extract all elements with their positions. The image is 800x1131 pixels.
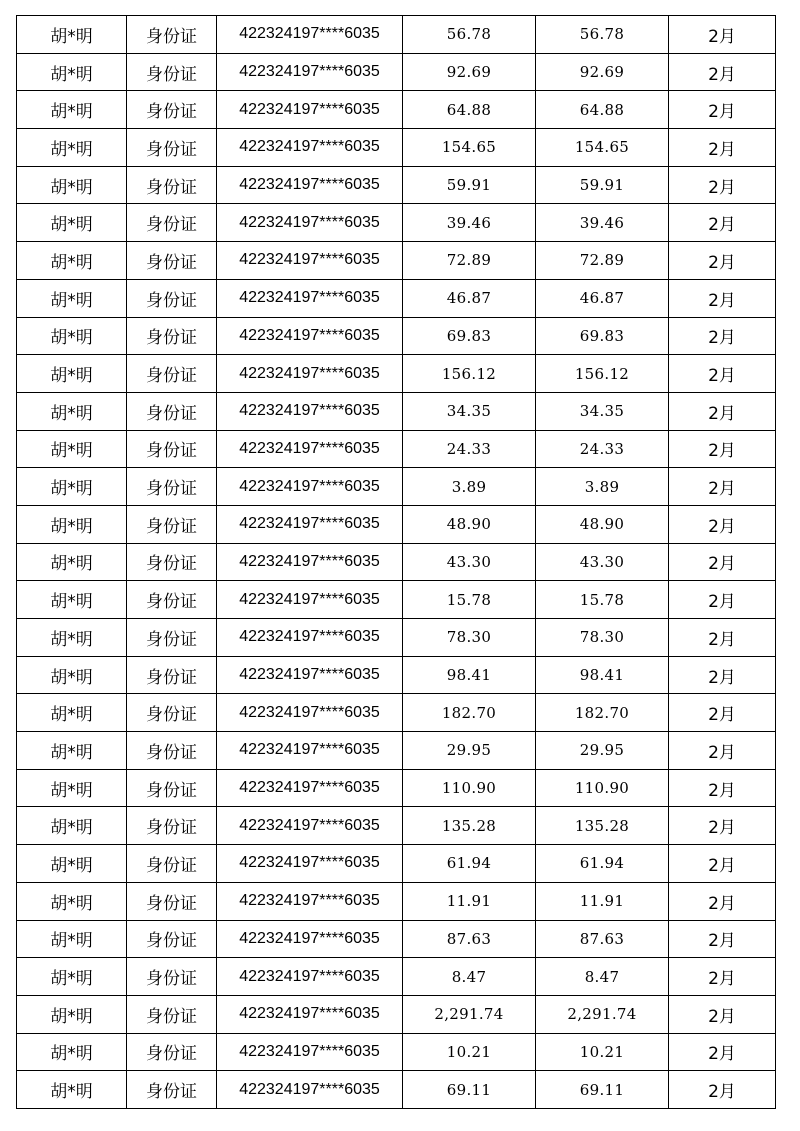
payable-amount-cell: 72.89 <box>536 242 669 280</box>
amount-cell: 154.65 <box>403 129 536 167</box>
id-number-cell: 422324197****6035 <box>217 656 403 694</box>
id-type-cell: 身份证 <box>127 732 217 770</box>
name-cell: 胡*明 <box>17 91 127 129</box>
name-cell: 胡*明 <box>17 581 127 619</box>
amount-cell: 24.33 <box>403 430 536 468</box>
amount-cell: 29.95 <box>403 732 536 770</box>
id-type-cell: 身份证 <box>127 882 217 920</box>
name-cell: 胡*明 <box>17 505 127 543</box>
table-row <box>17 355 776 393</box>
amount-cell: 34.35 <box>403 392 536 430</box>
name-cell: 胡*明 <box>17 543 127 581</box>
table-row <box>17 656 776 694</box>
table-row <box>17 505 776 543</box>
payable-amount-cell: 64.88 <box>536 91 669 129</box>
name-cell: 胡*明 <box>17 279 127 317</box>
table-row <box>17 769 776 807</box>
payable-amount-cell: 78.30 <box>536 619 669 657</box>
id-type-cell: 身份证 <box>127 166 217 204</box>
name-cell: 胡*明 <box>17 619 127 657</box>
name-cell: 胡*明 <box>17 242 127 280</box>
payable-amount-cell: 10.21 <box>536 1033 669 1071</box>
table-row <box>17 392 776 430</box>
id-type-cell: 身份证 <box>127 619 217 657</box>
id-type-cell: 身份证 <box>127 242 217 280</box>
id-type-cell: 身份证 <box>127 16 217 54</box>
month-cell: 2月 <box>669 995 776 1033</box>
name-cell: 胡*明 <box>17 769 127 807</box>
name-cell: 胡*明 <box>17 1033 127 1071</box>
id-number-cell: 422324197****6035 <box>217 619 403 657</box>
month-cell: 2月 <box>669 1071 776 1109</box>
amount-cell: 87.63 <box>403 920 536 958</box>
id-number-cell: 422324197****6035 <box>217 1071 403 1109</box>
month-cell: 2月 <box>669 920 776 958</box>
payable-amount-cell: 87.63 <box>536 920 669 958</box>
table-row <box>17 468 776 506</box>
table-row <box>17 581 776 619</box>
table-row <box>17 1033 776 1071</box>
id-type-cell: 身份证 <box>127 995 217 1033</box>
table-row <box>17 732 776 770</box>
name-cell: 胡*明 <box>17 1071 127 1109</box>
payable-amount-cell: 69.11 <box>536 1071 669 1109</box>
payable-amount-cell: 46.87 <box>536 279 669 317</box>
id-number-cell: 422324197****6035 <box>217 769 403 807</box>
id-type-cell: 身份证 <box>127 355 217 393</box>
month-cell: 2月 <box>669 543 776 581</box>
table-row <box>17 430 776 468</box>
table-row <box>17 317 776 355</box>
id-type-cell: 身份证 <box>127 769 217 807</box>
id-number-cell: 422324197****6035 <box>217 958 403 996</box>
payable-amount-cell: 56.78 <box>536 16 669 54</box>
id-type-cell: 身份证 <box>127 392 217 430</box>
payable-amount-cell: 29.95 <box>536 732 669 770</box>
id-number-cell: 422324197****6035 <box>217 581 403 619</box>
id-type-cell: 身份证 <box>127 317 217 355</box>
amount-cell: 46.87 <box>403 279 536 317</box>
amount-cell: 2,291.74 <box>403 995 536 1033</box>
amount-cell: 98.41 <box>403 656 536 694</box>
month-cell: 2月 <box>669 355 776 393</box>
id-type-cell: 身份证 <box>127 543 217 581</box>
payable-amount-cell: 34.35 <box>536 392 669 430</box>
payable-amount-cell: 156.12 <box>536 355 669 393</box>
id-number-cell: 422324197****6035 <box>217 505 403 543</box>
month-cell: 2月 <box>669 204 776 242</box>
table-row <box>17 694 776 732</box>
id-number-cell: 422324197****6035 <box>217 845 403 883</box>
id-number-cell: 422324197****6035 <box>217 16 403 54</box>
id-type-cell: 身份证 <box>127 845 217 883</box>
amount-cell: 156.12 <box>403 355 536 393</box>
payable-amount-cell: 48.90 <box>536 505 669 543</box>
table-row <box>17 53 776 91</box>
table-body <box>17 16 776 1109</box>
name-cell: 胡*明 <box>17 995 127 1033</box>
payable-amount-cell: 110.90 <box>536 769 669 807</box>
amount-cell: 135.28 <box>403 807 536 845</box>
amount-cell: 78.30 <box>403 619 536 657</box>
payable-amount-cell: 15.78 <box>536 581 669 619</box>
table-row <box>17 619 776 657</box>
amount-cell: 61.94 <box>403 845 536 883</box>
amount-cell: 182.70 <box>403 694 536 732</box>
month-cell: 2月 <box>669 732 776 770</box>
amount-cell: 72.89 <box>403 242 536 280</box>
table-row <box>17 204 776 242</box>
records-table <box>16 15 776 1109</box>
amount-cell: 8.47 <box>403 958 536 996</box>
name-cell: 胡*明 <box>17 732 127 770</box>
id-number-cell: 422324197****6035 <box>217 543 403 581</box>
amount-cell: 69.11 <box>403 1071 536 1109</box>
payable-amount-cell: 43.30 <box>536 543 669 581</box>
amount-cell: 10.21 <box>403 1033 536 1071</box>
amount-cell: 59.91 <box>403 166 536 204</box>
id-number-cell: 422324197****6035 <box>217 129 403 167</box>
payable-amount-cell: 182.70 <box>536 694 669 732</box>
amount-cell: 43.30 <box>403 543 536 581</box>
month-cell: 2月 <box>669 845 776 883</box>
id-type-cell: 身份证 <box>127 53 217 91</box>
name-cell: 胡*明 <box>17 53 127 91</box>
name-cell: 胡*明 <box>17 129 127 167</box>
table-row <box>17 129 776 167</box>
name-cell: 胡*明 <box>17 694 127 732</box>
name-cell: 胡*明 <box>17 807 127 845</box>
amount-cell: 11.91 <box>403 882 536 920</box>
id-type-cell: 身份证 <box>127 129 217 167</box>
amount-cell: 110.90 <box>403 769 536 807</box>
month-cell: 2月 <box>669 317 776 355</box>
table-row <box>17 279 776 317</box>
table-row <box>17 882 776 920</box>
table-row <box>17 543 776 581</box>
month-cell: 2月 <box>669 1033 776 1071</box>
id-number-cell: 422324197****6035 <box>217 204 403 242</box>
id-type-cell: 身份证 <box>127 1071 217 1109</box>
payable-amount-cell: 11.91 <box>536 882 669 920</box>
payable-amount-cell: 69.83 <box>536 317 669 355</box>
id-number-cell: 422324197****6035 <box>217 279 403 317</box>
month-cell: 2月 <box>669 430 776 468</box>
id-type-cell: 身份证 <box>127 694 217 732</box>
month-cell: 2月 <box>669 505 776 543</box>
id-number-cell: 422324197****6035 <box>217 392 403 430</box>
payable-amount-cell: 3.89 <box>536 468 669 506</box>
id-type-cell: 身份证 <box>127 958 217 996</box>
name-cell: 胡*明 <box>17 468 127 506</box>
payable-amount-cell: 98.41 <box>536 656 669 694</box>
table-row <box>17 995 776 1033</box>
table-row <box>17 16 776 54</box>
month-cell: 2月 <box>669 807 776 845</box>
amount-cell: 92.69 <box>403 53 536 91</box>
payable-amount-cell: 135.28 <box>536 807 669 845</box>
table-row <box>17 920 776 958</box>
payable-amount-cell: 154.65 <box>536 129 669 167</box>
month-cell: 2月 <box>669 769 776 807</box>
name-cell: 胡*明 <box>17 317 127 355</box>
id-type-cell: 身份证 <box>127 505 217 543</box>
id-number-cell: 422324197****6035 <box>217 732 403 770</box>
payable-amount-cell: 8.47 <box>536 958 669 996</box>
payable-amount-cell: 39.46 <box>536 204 669 242</box>
id-type-cell: 身份证 <box>127 430 217 468</box>
id-type-cell: 身份证 <box>127 91 217 129</box>
id-number-cell: 422324197****6035 <box>217 317 403 355</box>
month-cell: 2月 <box>669 166 776 204</box>
name-cell: 胡*明 <box>17 430 127 468</box>
table-row <box>17 807 776 845</box>
id-number-cell: 422324197****6035 <box>217 430 403 468</box>
id-type-cell: 身份证 <box>127 656 217 694</box>
id-number-cell: 422324197****6035 <box>217 882 403 920</box>
id-number-cell: 422324197****6035 <box>217 807 403 845</box>
id-number-cell: 422324197****6035 <box>217 355 403 393</box>
amount-cell: 15.78 <box>403 581 536 619</box>
id-type-cell: 身份证 <box>127 920 217 958</box>
id-type-cell: 身份证 <box>127 807 217 845</box>
payable-amount-cell: 24.33 <box>536 430 669 468</box>
id-type-cell: 身份证 <box>127 279 217 317</box>
amount-cell: 69.83 <box>403 317 536 355</box>
month-cell: 2月 <box>669 392 776 430</box>
name-cell: 胡*明 <box>17 16 127 54</box>
name-cell: 胡*明 <box>17 845 127 883</box>
table-row <box>17 958 776 996</box>
month-cell: 2月 <box>669 129 776 167</box>
name-cell: 胡*明 <box>17 355 127 393</box>
name-cell: 胡*明 <box>17 392 127 430</box>
table-row <box>17 242 776 280</box>
table-row <box>17 1071 776 1109</box>
amount-cell: 64.88 <box>403 91 536 129</box>
id-type-cell: 身份证 <box>127 204 217 242</box>
payable-amount-cell: 92.69 <box>536 53 669 91</box>
table-row <box>17 91 776 129</box>
month-cell: 2月 <box>669 581 776 619</box>
id-number-cell: 422324197****6035 <box>217 53 403 91</box>
name-cell: 胡*明 <box>17 958 127 996</box>
month-cell: 2月 <box>669 16 776 54</box>
table-row <box>17 166 776 204</box>
name-cell: 胡*明 <box>17 656 127 694</box>
name-cell: 胡*明 <box>17 166 127 204</box>
id-type-cell: 身份证 <box>127 1033 217 1071</box>
name-cell: 胡*明 <box>17 920 127 958</box>
month-cell: 2月 <box>669 53 776 91</box>
month-cell: 2月 <box>669 694 776 732</box>
month-cell: 2月 <box>669 468 776 506</box>
table-row <box>17 845 776 883</box>
amount-cell: 3.89 <box>403 468 536 506</box>
month-cell: 2月 <box>669 619 776 657</box>
id-type-cell: 身份证 <box>127 581 217 619</box>
amount-cell: 39.46 <box>403 204 536 242</box>
month-cell: 2月 <box>669 882 776 920</box>
id-number-cell: 422324197****6035 <box>217 1033 403 1071</box>
amount-cell: 48.90 <box>403 505 536 543</box>
id-number-cell: 422324197****6035 <box>217 694 403 732</box>
month-cell: 2月 <box>669 279 776 317</box>
month-cell: 2月 <box>669 656 776 694</box>
amount-cell: 56.78 <box>403 16 536 54</box>
id-number-cell: 422324197****6035 <box>217 995 403 1033</box>
name-cell: 胡*明 <box>17 882 127 920</box>
id-number-cell: 422324197****6035 <box>217 920 403 958</box>
id-type-cell: 身份证 <box>127 468 217 506</box>
month-cell: 2月 <box>669 91 776 129</box>
payable-amount-cell: 61.94 <box>536 845 669 883</box>
id-number-cell: 422324197****6035 <box>217 166 403 204</box>
id-number-cell: 422324197****6035 <box>217 242 403 280</box>
id-number-cell: 422324197****6035 <box>217 91 403 129</box>
payable-amount-cell: 2,291.74 <box>536 995 669 1033</box>
month-cell: 2月 <box>669 242 776 280</box>
payable-amount-cell: 59.91 <box>536 166 669 204</box>
month-cell: 2月 <box>669 958 776 996</box>
id-number-cell: 422324197****6035 <box>217 468 403 506</box>
name-cell: 胡*明 <box>17 204 127 242</box>
